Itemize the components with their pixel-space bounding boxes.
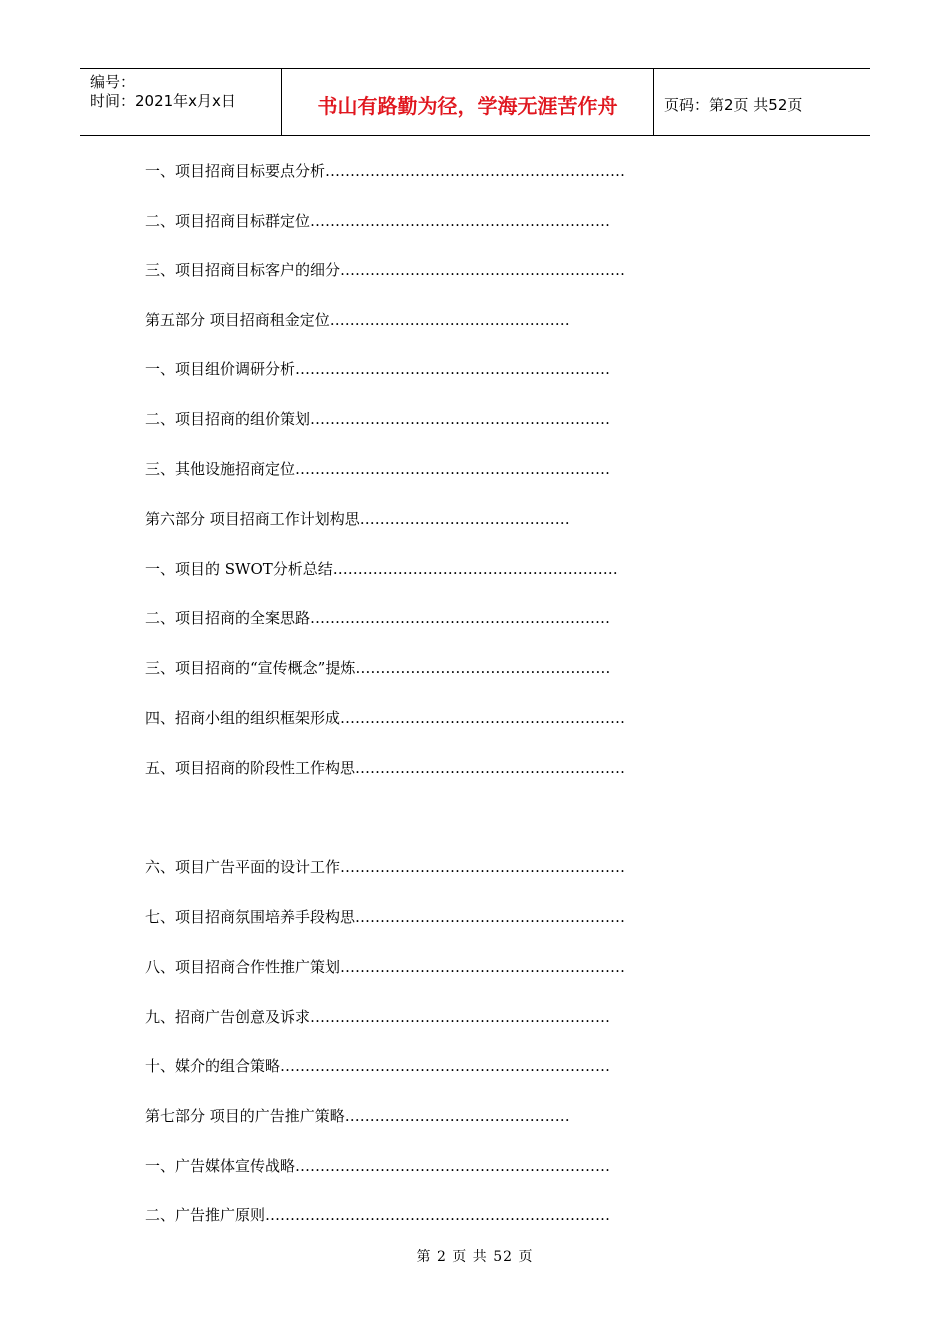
toc-entry[interactable]: 第六部分 项目招商工作计划构思…………………………………… bbox=[145, 510, 570, 528]
toc-entry[interactable]: 五、项目招商的阶段性工作构思……………………………………………… bbox=[145, 759, 626, 777]
toc-entry[interactable]: 三、项目招商目标客户的细分………………………………………………… bbox=[145, 261, 626, 279]
toc-entry[interactable]: 一、项目的 SWOT分析总结………………………………………………… bbox=[145, 560, 618, 578]
header-page-info: 页码：第2页 共52页 bbox=[664, 95, 803, 114]
toc-entry[interactable]: 第五部分 项目招商租金定位………………………………………… bbox=[145, 311, 570, 329]
toc-entry[interactable]: 十、媒介的组合策略………………………………………………………… bbox=[145, 1057, 611, 1075]
page-footer: 第 2 页 共 52 页 bbox=[416, 1249, 534, 1265]
toc-entry[interactable]: 三、其他设施招商定位……………………………………………………… bbox=[145, 460, 611, 478]
toc-entry[interactable]: 三、项目招商的“宣传概念”提炼…………………………………………… bbox=[145, 659, 611, 677]
toc-entry[interactable]: 九、招商广告创意及诉求…………………………………………………… bbox=[145, 1008, 611, 1026]
toc-entry[interactable]: 二、广告推广原则…………………………………………………………… bbox=[145, 1206, 611, 1224]
header-motto: 书山有路勤为径，学海无涯苦作舟 bbox=[282, 69, 654, 135]
toc-entry[interactable]: 七、项目招商氛围培养手段构思……………………………………………… bbox=[145, 908, 626, 926]
toc-entry[interactable]: 六、项目广告平面的设计工作………………………………………………… bbox=[145, 858, 626, 876]
document-number-label: 编号： bbox=[90, 73, 136, 91]
toc-entry[interactable]: 第七部分 项目的广告推广策略……………………………………… bbox=[145, 1107, 570, 1125]
toc-entry[interactable]: 二、项目招商目标群定位…………………………………………………… bbox=[145, 212, 611, 230]
toc-entry[interactable]: 八、项目招商合作性推广策划………………………………………………… bbox=[145, 958, 626, 976]
document-time-label: 时间：2021年x月x日 bbox=[90, 92, 236, 110]
header-meta bbox=[80, 69, 282, 135]
toc-entry[interactable]: 二、项目招商的全案思路…………………………………………………… bbox=[145, 609, 611, 627]
toc-entry[interactable]: 二、项目招商的组价策划…………………………………………………… bbox=[145, 410, 611, 428]
page-header bbox=[80, 68, 870, 136]
toc-entry[interactable]: 一、项目组价调研分析……………………………………………………… bbox=[145, 360, 611, 378]
toc-entry[interactable]: 四、招商小组的组织框架形成………………………………………………… bbox=[145, 709, 626, 727]
toc-entry[interactable]: 一、项目招商目标要点分析…………………………………………………… bbox=[145, 162, 626, 180]
toc-entry[interactable]: 一、广告媒体宣传战略……………………………………………………… bbox=[145, 1157, 611, 1175]
